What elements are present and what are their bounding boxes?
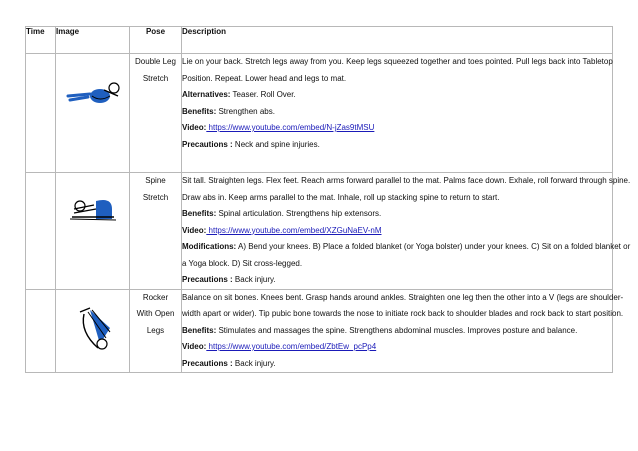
double-leg-stretch-figure-icon [64, 74, 124, 114]
pose-name-line: Double Leg [135, 57, 176, 66]
pose-name-line: Stretch [142, 192, 169, 202]
precautions-line: Precautions : Back injury. [182, 358, 276, 368]
precautions-line: Precautions : Back injury. [182, 275, 276, 284]
time-cell [26, 54, 56, 173]
description-cell [182, 173, 631, 290]
image-cell [56, 54, 130, 173]
table-row [26, 54, 613, 173]
table-row [26, 173, 613, 290]
video-link[interactable]: https://www.youtube.com/embed/XZGuNaEV-nM [206, 225, 382, 235]
pose-name-line: Legs [146, 325, 165, 335]
description-line: Lie on your back. Stretch legs away from you. Keep legs squeezed together and toes pointed. Pull legs back into Tabletop [182, 57, 613, 66]
video-line: Video: https://www.youtube.com/embed/N-jZas9tMSU [182, 123, 375, 132]
description-line: Position. Repeat. Lower head and legs to mat. [182, 73, 347, 83]
benefits-line: Benefits: Spinal articulation. Strengthens hip extensors. [182, 209, 382, 218]
description-cell [182, 289, 624, 373]
spine-stretch-figure-icon [66, 195, 120, 225]
description-line: Draw abs in. Keep arms parallel to the mat. Inhale, roll up stacking spine to return to start. [182, 192, 500, 202]
description-line: width apart or wider). Tip pubic bone towards the nose to initiate rock back to shoulder blades and rock back to start position. [182, 309, 624, 318]
header-description: Description [182, 27, 613, 54]
header-image: Image [56, 27, 130, 54]
pose-name-line: Spine [145, 176, 166, 185]
video-line: Video: https://www.youtube.com/embed/XZGuNaEV-nM [182, 225, 382, 235]
image-cell [56, 289, 130, 373]
description-line: Sit tall. Straighten legs. Flex feet. Reach arms forward parallel to the mat. Palms face down. Exhale, roll forward through spine. [182, 176, 631, 185]
pose-table [25, 26, 631, 373]
video-link[interactable]: https://www.youtube.com/embed/ZbtEw_pcPp4 [206, 342, 377, 351]
description-cell [182, 54, 613, 173]
table-row [26, 289, 613, 373]
header-row [26, 27, 613, 54]
header-pose: Pose [130, 27, 182, 54]
pose-name-line: With Open [136, 309, 175, 318]
precautions-line: Precautions : Neck and spine injuries. [182, 139, 320, 149]
modifications-line: Modifications: A) Bend your knees. B) Place a folded blanket (or Yoga bolster) under your knees. C) Sit on a folded blanket or [182, 242, 631, 251]
time-cell [26, 173, 56, 290]
pose-name-line: Rocker [142, 292, 169, 302]
header-time: Time [26, 27, 56, 54]
pose-cell [130, 54, 182, 173]
description-line: Balance on sit bones. Knees bent. Grasp hands around ankles. Straighten one leg then the other into a V (legs are shoulder- [182, 292, 624, 302]
alternatives-line: Alternatives: Teaser. Roll Over. [182, 90, 296, 99]
pose-cell [130, 289, 182, 373]
video-link[interactable]: https://www.youtube.com/embed/N-jZas9tMSU [206, 123, 375, 132]
pose-name-line: Stretch [142, 73, 169, 83]
video-line: Video: https://www.youtube.com/embed/ZbtEw_pcPp4 [182, 342, 377, 351]
benefits-line: Benefits: Strengthen abs. [182, 106, 275, 116]
pose-cell [130, 173, 182, 290]
rocker-open-legs-figure-icon [76, 304, 116, 354]
time-cell [26, 289, 56, 373]
image-cell [56, 173, 130, 290]
description-line: a Yoga block. D) Sit cross-legged. [182, 258, 303, 268]
benefits-line: Benefits: Stimulates and massages the spine. Strengthens abdominal muscles. Improves posture and balance. [182, 325, 578, 335]
